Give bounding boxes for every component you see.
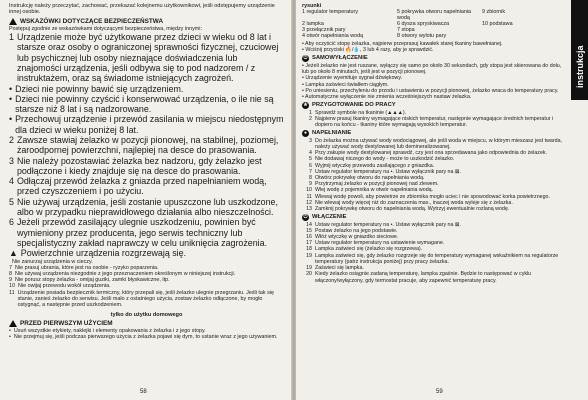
- item-number: •: [9, 328, 11, 335]
- item-number: 18: [306, 246, 312, 253]
- part-item: 9 zbiornik: [482, 9, 506, 15]
- parts-heading: rysunki: [302, 3, 322, 9]
- section-tab-label: instrukcja: [575, 45, 585, 88]
- auto-off-heading-text: SAMOWYŁĄCZENIE: [312, 55, 368, 62]
- item-text: Nie porusz stopy żelazka - omijaj guziki, zamki błyskawiczne, itp.: [15, 277, 170, 284]
- item-number: •: [9, 83, 13, 94]
- item-number: 11: [9, 289, 15, 296]
- item-text: Zaświeci się lampka.: [315, 265, 364, 272]
- list-item: • Jeżeli żelazko nie jest ruszane, wyłączy się samo po około 30 sekundach, gdy stopa jest skierowana do dołu, lub po około 8 minutach, jeśli jest w pozycji pionowej.: [302, 62, 562, 76]
- item-text: Nie zanurzaj urządzenia w cieczy.: [12, 258, 93, 265]
- warning-icon: [9, 320, 17, 327]
- item-number: 20: [306, 271, 312, 278]
- big-safety-list: [9, 32, 284, 259]
- preparation-list: [302, 110, 564, 129]
- item-number: 6: [9, 217, 14, 228]
- part-item: 6 dysza spryskiwacza: [397, 21, 450, 27]
- warning-icon: [9, 18, 17, 25]
- item-text: Wlej wodę z pojemnika w otwór napełniania wodą.: [315, 187, 434, 194]
- page-number: 58: [140, 389, 147, 395]
- safety-heading: [9, 18, 284, 25]
- preparation-heading: [302, 102, 564, 109]
- item-number: •: [9, 114, 13, 125]
- filling-heading-text: NAPEŁNIANIE: [312, 130, 352, 137]
- item-number: 7: [309, 168, 312, 175]
- auto-off-heading: [302, 55, 564, 62]
- parts-list: [302, 3, 564, 39]
- item-text: Lampka zaświeci się, gdy żelazko rozgrzeje się do temperatury wymaganej wskaźnikiem na regulatorze temperatury (patrz instrukcja poniżej) przy pracy żelazka.: [315, 252, 559, 265]
- item-number: ▲: [9, 248, 18, 259]
- item-number: 13: [306, 205, 312, 212]
- part-item: 5 pokrywka otworu napełniania wodą: [397, 9, 472, 21]
- note-line: • Aby oczyścić stopę żelazka, najpierw przeprasuj kawałek starej tkaniny bawełnianej.: [302, 41, 503, 47]
- list-item: [302, 271, 564, 283]
- item-number: 1: [9, 32, 14, 43]
- item-number: 17: [306, 240, 312, 247]
- item-text: Wyjmij wtyczkę przewodu zasilającego z gniazdka.: [315, 162, 435, 169]
- section-tab: [571, 0, 588, 100]
- switch-on-heading-text: WŁĄCZENIE: [312, 214, 347, 221]
- item-number: 7: [9, 264, 12, 271]
- item-number: •: [9, 93, 13, 104]
- part-item: 4 otwór napełniania wodą: [302, 33, 364, 39]
- switch-on-heading: [302, 214, 564, 221]
- right-page: [296, 0, 588, 400]
- item-number: 3: [9, 155, 14, 166]
- part-item: 8 otwory wylotu pary: [397, 33, 447, 39]
- preparation-heading-text: PRZYGOTOWANIE DO PRACY: [312, 102, 396, 109]
- item-text: Najpierw prasuj tkaniny wymagające niskich temperatur, następnie wymagające średnich temperatur i dopiero na końcu - tkaniny które wymagają wysokich temperatur.: [315, 115, 554, 129]
- item-number: 8: [9, 270, 12, 277]
- item-text: Włóż wtyczkę w gniazdko sieciowe.: [315, 234, 399, 241]
- item-text: Sprawdź symbole na tkaninie (▲▲▲).: [315, 109, 407, 116]
- item-text: Urządzenie posiada bezpiecznik termiczny, który przepali się, jeśli żelazko ulegnie przegrzaniu. Jeśli tak się stanie, zanieś żelazko do serwisu. Jeśli mało z ostatniego użycia, zostaw żelazko odłączone, by mogło ostygnąć, a następnie przed uszkodzeniem.: [17, 289, 274, 308]
- list-item: [9, 197, 284, 218]
- list-item: [9, 217, 284, 248]
- item-text: Postaw żelazko na jego podstawie.: [315, 227, 398, 234]
- switch-on-list: [302, 222, 564, 284]
- item-text: Przechowuj urządzenie i przewód zasilania w miejscu niedostępnym dla dzieci w wieku poniżej 8 lat.: [15, 114, 284, 135]
- list-item: [9, 114, 284, 135]
- item-text: Ustaw regulator temperatury na •. Ustaw wyłącznik pary na ⊠.: [315, 168, 461, 175]
- list-item: [9, 94, 284, 115]
- item-number: 9: [309, 181, 312, 188]
- safety-heading-text: WSKAZÓWKI DOTYCZĄCE BEZPIECZEŃSTWA: [20, 17, 164, 25]
- item-text: Urządzenie może być użytkowane przez dzieci w wieku od 8 lat i starsze oraz osoby o ograniczonej sprawności fizycznej, czuciowej lub psychicznej lub osoby nieznające doświadczenia lub znajomości urządzenia, jeśli odbywa się to pod nadzorem / z instruktażem, oraz są świadome istniejących zagrożeń.: [16, 32, 279, 84]
- item-number: •: [9, 334, 11, 341]
- small-safety-list: [9, 259, 284, 309]
- item-text: Jeżeli przewód zasilający ulegnie uszkodzeniu, powinien być wymieniony przez producenta, jego serwis techniczny lub specjalistyczny zakład naprawczy w celu uniknięcia zagrożenia.: [16, 217, 268, 248]
- page-number: 59: [436, 389, 443, 395]
- item-text: Nie używaj urządzenia, jeśli zostanie upuszczone lub uszkodzone, albo w przypadku nieprawidłowego działania albo nieszczelności.: [16, 196, 278, 218]
- item-number: 2: [9, 134, 14, 145]
- item-text: Zawsze stawiaj żelazko w pozycji pionowej, na stabilnej, poziomej, żaroodpornej powierzchni, najlepiej na desce do prasowania.: [16, 134, 279, 156]
- list-item: [302, 138, 564, 150]
- item-text: Odłączaj przewód żelazka z gniazda przed napełnianiem wodą, przed czyszczeniem i po użyciu.: [16, 176, 267, 197]
- item-text: Ustaw regulator temperatury na •. Ustaw wyłącznik pary na ⊠.: [315, 221, 461, 228]
- item-text: Do żelazka można używać wody wodociągowej, ale jeśli woda w miejscu, w którym mieszasz jest twarda, należy używać wody destylowanej lub demineralizowanej.: [315, 137, 562, 150]
- list-item: [302, 253, 564, 265]
- domestic-use-note: tylko do użytku domowego: [110, 312, 183, 319]
- item-text: Nie należy pozostawiać żelazka bez nadzoru, gdy żelazko jest podłączone i kiedy znajduje się na desce do prasowania.: [16, 155, 262, 176]
- item-number: 19: [306, 252, 312, 259]
- item-text: Kiedy żelazko osiągnie zadaną temperaturę, lampka zgaśnie. Będzie to następować w cyklu włączony/wyłączony, gdy termostat pracuje, aby zapewnić temperaturę pracy.: [315, 271, 532, 284]
- item-text: Nie przejmuj się, jeśli podczas pierwszego użycia z żelazka pojawi się dym, to ustanie wraz z jego używaniem.: [13, 334, 278, 341]
- item-text: Usuń wszystkie etykiety, naklejki i elementy opakowania z żelazka i z jego stopy.: [13, 328, 206, 335]
- item-text: Przy zakupie wody destylowanej sprawdź, czy jest ona sprzedawana jako odpowiednia do żelazek.: [315, 150, 548, 157]
- filling-heading: [302, 130, 564, 137]
- part-item: 3 przełącznik pary: [302, 27, 346, 33]
- part-item: 2 lampka: [302, 21, 324, 27]
- item-text: Zamknij pokrywkę otworu do napełniania wodą. Wytrzyj ewentualnie rozlaną wodę.: [315, 205, 510, 212]
- list-item: • Po uniesieniu, przechyleniu do przodu i ustawieniu w pozycji pionowej, żelazko wraca do temperatury pracy.: [302, 87, 559, 94]
- item-number: 15: [306, 227, 312, 234]
- preparation-icon: ★: [303, 101, 308, 108]
- safety-subtitle: Postępuj zgodnie ze wskazówkami dotyczącymi bezpieczeństwa, między innymi:: [9, 25, 202, 32]
- list-item: [9, 84, 284, 94]
- part-item: 7 stopa: [397, 27, 415, 33]
- first-use-heading: [9, 320, 284, 327]
- intro-notes: [302, 41, 564, 53]
- item-number: 12: [306, 199, 312, 206]
- item-number: 8: [309, 174, 312, 181]
- item-number: 4: [309, 150, 312, 157]
- list-item: [9, 290, 284, 309]
- item-text: Przytrzymaj żelazko w pozycji pionowej nad zlewem.: [315, 181, 439, 188]
- item-number: 3: [309, 137, 312, 144]
- item-text: Nie używaj urządzenia niezgodnie z jego przeznaczeniem określonym w niniejszej instrukcji.: [15, 270, 236, 277]
- item-number: 6: [309, 162, 312, 169]
- item-number: 11: [306, 193, 312, 200]
- item-number: 14: [306, 221, 312, 228]
- item-text: Lampka zaświeci się (żelazko się rozgrzewa).: [315, 246, 423, 253]
- note-line: • Wciśnij przyciski 🔥/💧, 3 lub 4 razy, aby je sprawdzić.: [302, 47, 434, 54]
- intro-text: Instrukcję należy przeczytać, zachować, przekazać kolejnemu użytkownikowi, jeśli odstępujemy urządzenie innej osobie.: [9, 3, 275, 16]
- item-number: 5: [309, 156, 312, 163]
- list-item: [9, 135, 284, 156]
- part-item: 1 regulator temperatury: [302, 9, 359, 15]
- water-drop-icon: ●: [303, 129, 308, 136]
- item-text: Otwórz pokrywkę otworu do napełniania wodą.: [315, 174, 425, 181]
- item-number: 4: [9, 176, 14, 187]
- item-text: Dzieci nie powinny czyścić i konserwować urządzenia, o ile nie są starsze niż 8 lat i są nadzorowane.: [15, 93, 274, 115]
- item-text: Powierzchnie urządzenia rozgrzewają się.: [20, 248, 187, 259]
- list-item: • Automatyczne wyłączenie nie zmienia wcześniejszych nastaw żelazka.: [302, 93, 472, 100]
- left-page: [0, 0, 292, 400]
- item-number: 2: [309, 115, 312, 122]
- item-number: 5: [9, 196, 14, 207]
- item-text: Nie owijaj przewodu wokół urządzenia.: [18, 283, 111, 290]
- item-text: Dzieci nie powinny bawić się urządzeniem.: [15, 83, 184, 94]
- item-text: Ustaw regulator temperatury na ustawienie wymagane.: [315, 240, 445, 247]
- item-text: Wlewaj wodę powoli, aby powietrze ze zbiornika mogło uciec i nie spowodować korka powietrznego.: [315, 193, 550, 200]
- item-number: 9: [9, 277, 12, 284]
- item-number: 10: [306, 187, 312, 194]
- list-item: [302, 116, 564, 128]
- item-text: Nie prasuj ubrania, które jest na osobie - ryzyko poparzenia.: [15, 264, 159, 271]
- part-item: 10 podstawa: [482, 21, 513, 27]
- first-use-list: [9, 328, 284, 340]
- list-item: • Urządzenie wyemituje sygnał dźwiękowy.: [302, 75, 403, 82]
- item-text: Nie dodawaj niczego do wody - może to uszkodzić żelazko.: [315, 156, 455, 163]
- power-icon: ⏻: [303, 213, 308, 220]
- item-number: 19: [306, 265, 312, 272]
- list-item: [9, 32, 284, 83]
- list-item: [9, 334, 284, 340]
- item-number: 1: [309, 109, 312, 116]
- list-item: • Lampka zaświeci światłem ciągłym.: [302, 81, 389, 88]
- filling-list: [302, 138, 564, 212]
- list-item: [302, 206, 564, 212]
- item-number: 16: [306, 234, 312, 241]
- item-number: 10: [9, 283, 15, 290]
- list-item: [9, 176, 284, 197]
- auto-off-icon: ⏻: [303, 54, 308, 61]
- auto-off-list: [302, 63, 564, 100]
- list-item: [9, 248, 284, 258]
- item-text: Nie wlewaj wody więcej niż do zaznaczenia max., inaczej woda wyleje się z żelazka.: [315, 199, 513, 206]
- first-use-heading-text: PRZED PIERWSZYM UŻYCIEM: [20, 320, 113, 328]
- list-item: [9, 156, 284, 177]
- part-item: [482, 33, 542, 39]
